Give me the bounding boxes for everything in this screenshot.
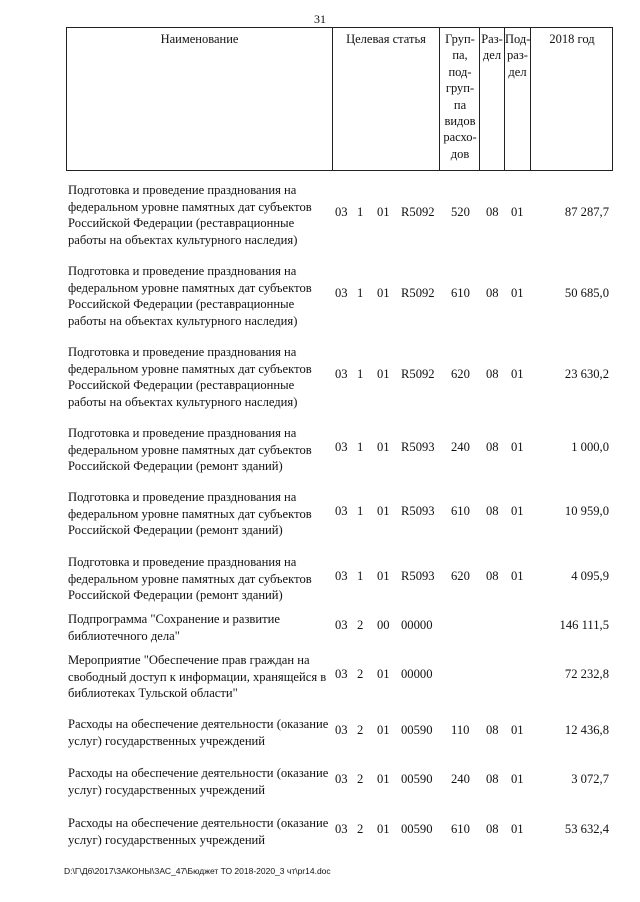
code-direction: R5092: [401, 205, 435, 219]
row-name: Подготовка и проведение празднования на федеральном уровне памятных дат субъектов Российской Федерации (ремонт зданий): [68, 426, 312, 474]
subsection-code: 01: [511, 367, 524, 381]
subsection-code: 01: [511, 723, 524, 737]
code-direction: 00590: [401, 723, 433, 737]
expense-group: 240: [451, 440, 470, 454]
expense-group: 620: [451, 367, 470, 381]
table-header: [66, 27, 613, 171]
section-code: 08: [486, 723, 499, 737]
subsection-code: 01: [511, 504, 524, 518]
row-name: Мероприятие "Обеспечение прав граждан на свободный доступ к информации, хранящейся в библиотеках Тульской области": [68, 653, 327, 701]
header-target: Целевая статья: [346, 32, 426, 46]
amount-2018: 72 232,8: [564, 667, 609, 681]
code-subprogram: 2: [357, 618, 364, 632]
code-direction: R5093: [401, 569, 435, 583]
code-event: 01: [377, 440, 390, 454]
expense-group: 620: [451, 569, 470, 583]
subsection-code: 01: [511, 286, 524, 300]
code-subprogram: 2: [357, 822, 364, 836]
code-event: 01: [377, 286, 390, 300]
code-subprogram: 1: [357, 205, 364, 219]
code-subprogram: 2: [357, 772, 364, 786]
code-program: 03: [335, 618, 348, 632]
amount-2018: 146 111,5: [559, 618, 609, 632]
page-number: 31: [314, 12, 326, 26]
code-program: 03: [335, 667, 348, 681]
code-event: 01: [377, 569, 390, 583]
section-code: 08: [486, 286, 499, 300]
header-year: 2018 год: [549, 32, 595, 46]
code-event: 01: [377, 504, 390, 518]
code-program: 03: [335, 504, 348, 518]
code-event: 01: [377, 723, 390, 737]
code-program: 03: [335, 286, 348, 300]
column-divider: [530, 28, 531, 170]
row-name: Подготовка и проведение празднования на федеральном уровне памятных дат субъектов Российской Федерации (реставрационные работы на объектах культурного наследия): [68, 183, 312, 247]
expense-group: 240: [451, 772, 470, 786]
code-subprogram: 1: [357, 367, 364, 381]
code-direction: R5092: [401, 367, 435, 381]
code-subprogram: 2: [357, 667, 364, 681]
code-program: 03: [335, 367, 348, 381]
row-name: Расходы на обеспечение деятельности (оказание услуг) государственных учреждений: [68, 816, 329, 847]
section-code: 08: [486, 440, 499, 454]
amount-2018: 23 630,2: [564, 367, 609, 381]
amount-2018: 12 436,8: [564, 723, 609, 737]
expense-group: 520: [451, 205, 470, 219]
amount-2018: 1 000,0: [571, 440, 609, 454]
section-code: 08: [486, 822, 499, 836]
expense-group: 610: [451, 504, 470, 518]
code-event: 01: [377, 367, 390, 381]
expense-group: 610: [451, 286, 470, 300]
subsection-code: 01: [511, 205, 524, 219]
subsection-code: 01: [511, 440, 524, 454]
file-path-footer: D:\Г\Д6\2017\ЗАКОНЫ\ЗАС_47\Бюджет ТО 2018-2020_3 чт\pr14.doc: [64, 866, 331, 876]
row-name: Подготовка и проведение празднования на федеральном уровне памятных дат субъектов Российской Федерации (ремонт зданий): [68, 555, 312, 603]
code-event: 01: [377, 822, 390, 836]
header-group: Груп- па, под- груп- па видов расхо- дов: [443, 32, 477, 161]
code-direction: 00590: [401, 822, 433, 836]
code-program: 03: [335, 440, 348, 454]
column-divider: [332, 28, 333, 170]
section-code: 08: [486, 367, 499, 381]
header-name: Наименование: [160, 32, 239, 46]
subsection-code: 01: [511, 772, 524, 786]
row-name: Расходы на обеспечение деятельности (оказание услуг) государственных учреждений: [68, 766, 329, 797]
row-name: Подготовка и проведение празднования на федеральном уровне памятных дат субъектов Российской Федерации (реставрационные работы на объектах культурного наследия): [68, 345, 312, 409]
code-program: 03: [335, 772, 348, 786]
code-direction: R5093: [401, 504, 435, 518]
row-name: Расходы на обеспечение деятельности (оказание услуг) государственных учреждений: [68, 717, 329, 748]
amount-2018: 50 685,0: [564, 286, 609, 300]
row-name: Подготовка и проведение празднования на федеральном уровне памятных дат субъектов Российской Федерации (реставрационные работы на объектах культурного наследия): [68, 264, 312, 328]
amount-2018: 3 072,7: [571, 772, 609, 786]
code-subprogram: 1: [357, 504, 364, 518]
code-program: 03: [335, 723, 348, 737]
section-code: 08: [486, 205, 499, 219]
header-section: Раз- дел: [481, 32, 503, 63]
code-subprogram: 1: [357, 440, 364, 454]
amount-2018: 4 095,9: [571, 569, 609, 583]
subsection-code: 01: [511, 569, 524, 583]
section-code: 08: [486, 504, 499, 518]
row-name: Подпрограмма "Сохранение и развитие библиотечного дела": [68, 612, 280, 643]
code-direction: R5093: [401, 440, 435, 454]
expense-group: 110: [451, 723, 470, 737]
header-subsection: Под- раз- дел: [505, 32, 531, 79]
amount-2018: 10 959,0: [564, 504, 609, 518]
row-name: Подготовка и проведение празднования на федеральном уровне памятных дат субъектов Российской Федерации (ремонт зданий): [68, 490, 312, 538]
code-subprogram: 1: [357, 569, 364, 583]
amount-2018: 87 287,7: [564, 205, 609, 219]
code-event: 01: [377, 772, 390, 786]
amount-2018: 53 632,4: [564, 822, 609, 836]
section-code: 08: [486, 772, 499, 786]
column-divider: [439, 28, 440, 170]
code-subprogram: 2: [357, 723, 364, 737]
subsection-code: 01: [511, 822, 524, 836]
code-event: 01: [377, 667, 390, 681]
expense-group: 610: [451, 822, 470, 836]
section-code: 08: [486, 569, 499, 583]
code-event: 01: [377, 205, 390, 219]
code-event: 00: [377, 618, 390, 632]
code-direction: 00000: [401, 618, 433, 632]
code-direction: 00590: [401, 772, 433, 786]
code-direction: R5092: [401, 286, 435, 300]
code-program: 03: [335, 822, 348, 836]
code-subprogram: 1: [357, 286, 364, 300]
code-program: 03: [335, 569, 348, 583]
code-program: 03: [335, 205, 348, 219]
code-direction: 00000: [401, 667, 433, 681]
